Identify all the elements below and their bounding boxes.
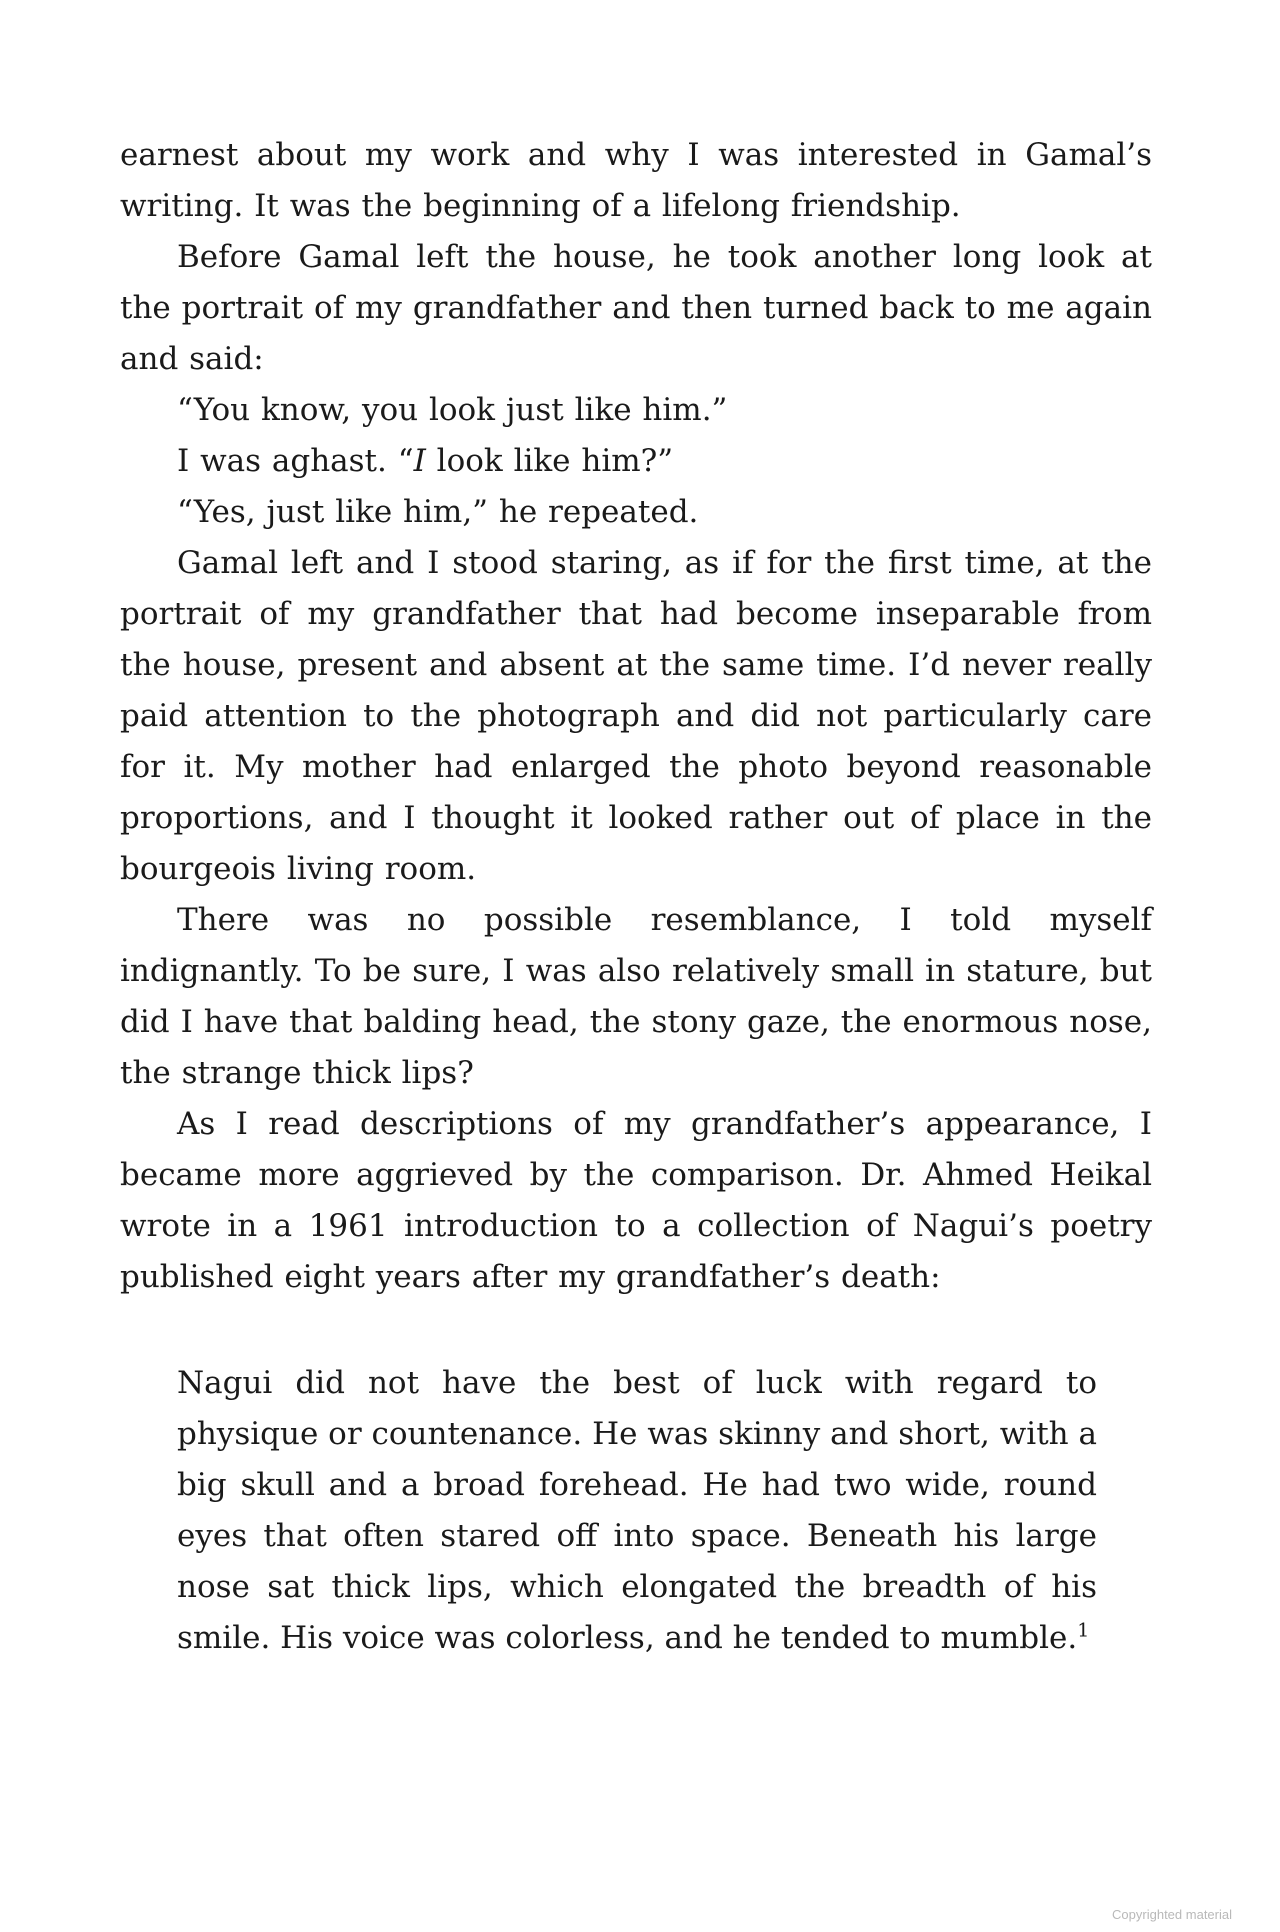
paragraph-descriptions: As I read descriptions of my grandfather’s appearance, I became more aggrieved by the comparison. Dr. Ahmed Heikal wrote in a 1961 introduction to a collection of Nagui’s poetry published eight years after my grandfather’s death:: [120, 1106, 1152, 1295]
paragraph-portrait: Gamal left and I stood staring, as if for the first time, at the portrait of my grandfather that had become inseparable from the house, present and absent at the same time. I’d never really paid attention to the photograph and did not particularly care for it. My mother had enlarged the photo beyond reasonable proportions, and I thought it looked rather out of place in the bourgeois living room.: [120, 545, 1152, 887]
dialogue-aghast: [120, 436, 1152, 487]
book-page-body: [120, 130, 1152, 1664]
copyright-watermark: Copyrighted material: [1112, 1907, 1232, 1922]
dialogue-aghast-start: I was aghast. “: [177, 443, 414, 479]
footnote-marker[interactable]: 1: [1077, 1619, 1090, 1642]
blockquote-text: Nagui did not have the best of luck with regard to physique or countenance. He was skinny and short, with a big skull and a broad forehead. He had two wide, round eyes that often stared off into space. Beneath his large nose sat thick lips, which elongated the breadth of his smile. His voice was colorless, and he tended to mumble.: [177, 1365, 1097, 1656]
dialogue-aghast-emphasis: I: [413, 443, 426, 479]
paragraph-gamal-leaving: Before Gamal left the house, he took another long look at the portrait of my grandfather and then turned back to me again and said:: [120, 239, 1152, 377]
paragraph-continuation: earnest about my work and why I was interested in Gamal’s writing. It was the beginning of a lifelong friendship.: [120, 137, 1152, 224]
dialogue-repeated: “Yes, just like him,” he repeated.: [177, 494, 699, 530]
paragraph-resemblance: There was no possible resemblance, I told myself indignantly. To be sure, I was also relatively small in stature, but did I have that balding head, the stony gaze, the enormous nose, the strange thick lips?: [120, 902, 1152, 1091]
dialogue-aghast-end: look like him?”: [425, 443, 674, 479]
blockquote-heikal: [177, 1358, 1097, 1664]
dialogue-you-look-like-him: “You know, you look just like him.”: [177, 392, 728, 428]
